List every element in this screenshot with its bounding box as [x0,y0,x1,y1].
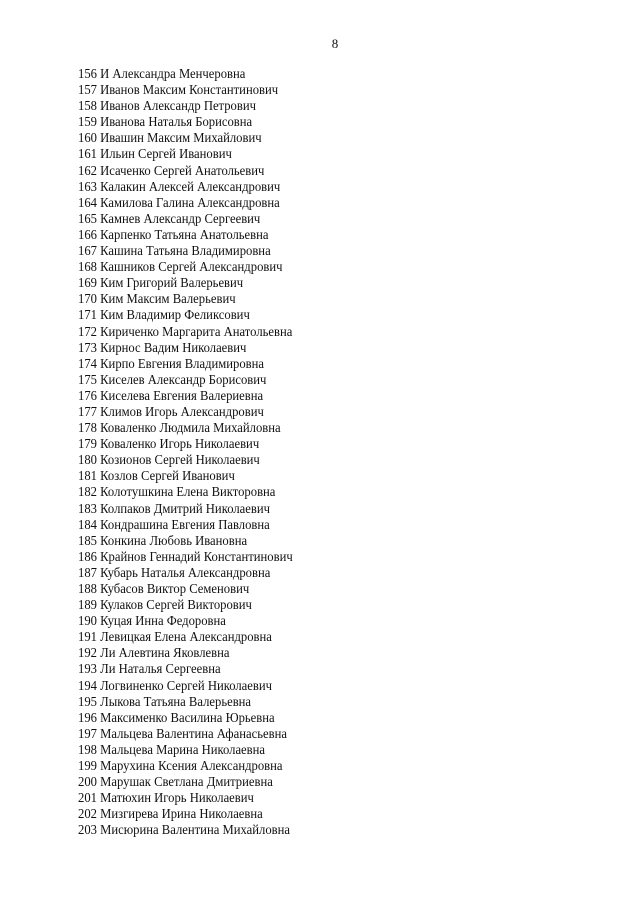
list-item: 164 Камилова Галина Александровна [78,194,280,210]
list-item: 202 Мизгирева Ирина Николаевна [78,806,263,822]
list-item: 159 Иванова Наталья Борисовна [78,114,253,130]
list-item: 179 Коваленко Игорь Николаевич [78,436,260,452]
name-list [78,66,309,839]
list-item: 172 Кириченко Маргарита Анатольевна [78,323,293,339]
list-item: 182 Колотушкина Елена Викторовна [78,484,276,500]
list-item: 196 Максименко Василина Юрьевна [78,709,275,725]
list-item: 189 Кулаков Сергей Викторович [78,597,252,613]
list-item: 156 И Александра Менчеровна [78,66,246,81]
list-item: 166 Карпенко Татьяна Анатольевна [78,226,269,242]
list-item: 191 Левицкая Елена Александровна [78,629,272,645]
list-item: 181 Козлов Сергей Иванович [78,468,235,484]
list-item: 183 Колпаков Дмитрий Николаевич [78,500,270,516]
list-item: 200 Марушак Светлана Дмитриевна [78,774,273,790]
list-item: 168 Кашников Сергей Александрович [78,259,283,275]
list-item: 171 Ким Владимир Феликсович [78,307,250,323]
list-item: 170 Ким Максим Валерьевич [78,291,236,307]
list-item: 178 Коваленко Людмила Михайловна [78,420,281,436]
list-item: 174 Кирпо Евгения Владимировна [78,355,265,371]
list-item: 176 Киселева Евгения Валериевна [78,387,264,403]
list-item: 180 Козионов Сергей Николаевич [78,452,260,468]
list-item: 160 Ивашин Максим Михайлович [78,130,262,146]
list-item: 198 Мальцева Марина Николаевна [78,741,266,757]
list-item: 187 Кубарь Наталья Александровна [78,564,271,580]
list-item: 162 Исаченко Сергей Анатольевич [78,162,265,178]
list-item: 173 Кирнос Вадим Николаевич [78,339,247,355]
list-item: 161 Ильин Сергей Иванович [78,146,232,162]
list-item: 157 Иванов Максим Константинович [78,82,279,98]
list-item: 188 Кубасов Виктор Семенович [78,581,250,596]
list-item: 185 Конкина Любовь Ивановна [78,532,248,548]
list-item: 194 Логвиненко Сергей Николаевич [78,677,273,693]
list-item: 167 Кашина Татьяна Владимировна [78,243,271,259]
list-item: 184 Кондрашина Евгения Павловна [78,516,270,532]
list-item: 197 Мальцева Валентина Афанасьевна [78,725,287,741]
list-item: 186 Крайнов Геннадий Константинович [78,548,293,564]
list-item: 193 Ли Наталья Сергеевна [78,661,221,677]
list-item: 203 Мисюрина Валентина Михайловна [78,822,290,838]
list-item: 190 Куцая Инна Федоровна [78,613,226,629]
list-item: 169 Ким Григорий Валерьевич [78,275,244,291]
list-item: 199 Марухина Ксения Александровна [78,758,283,774]
list-item: 163 Калакин Алексей Александрович [78,178,281,194]
list-item: 192 Ли Алевтина Яковлевна [78,645,230,661]
list-item: 158 Иванов Александр Петрович [78,98,256,114]
list-item: 177 Климов Игорь Александрович [78,403,264,419]
page-number: 8 [331,36,339,51]
list-item: 175 Киселев Александр Борисович [78,371,267,387]
list-item: 201 Матюхин Игорь Николаевич [78,790,254,806]
list-item: 195 Лыкова Татьяна Валерьевна [78,693,252,709]
list-item: 165 Камнев Александр Сергеевич [78,210,261,226]
